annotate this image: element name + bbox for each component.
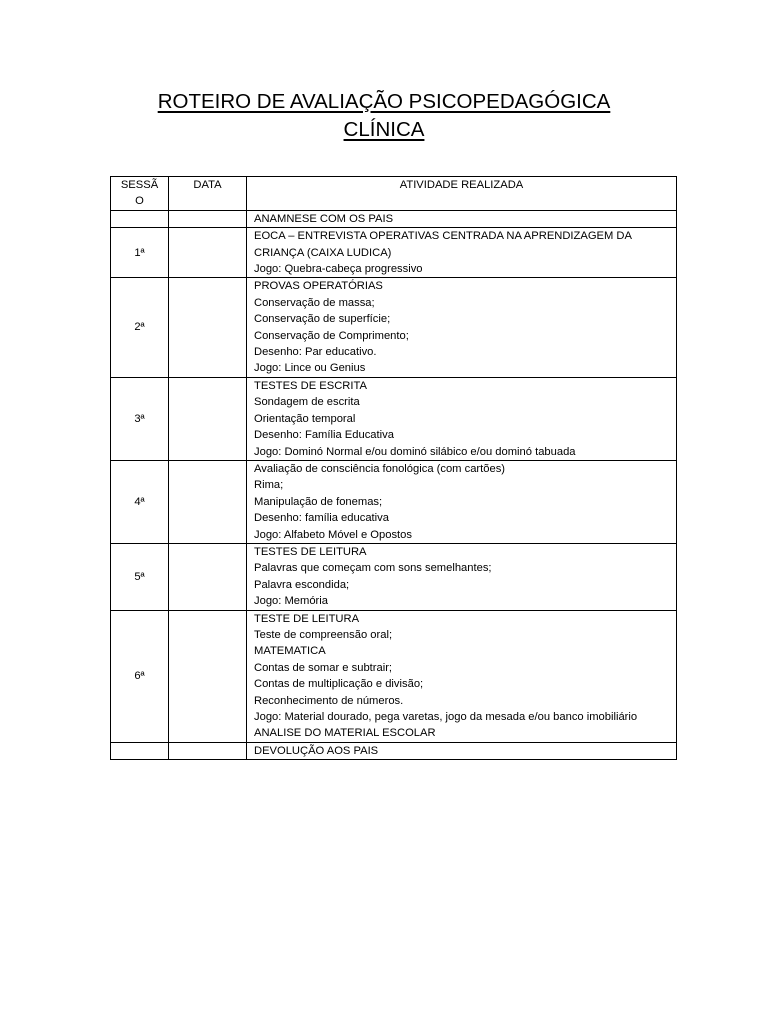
activity-line: Jogo: Quebra-cabeça progressivo <box>254 263 423 276</box>
assessment-schedule-table <box>110 176 677 760</box>
date-cell <box>169 610 247 742</box>
page-title-line-1: ROTEIRO DE AVALIAÇÃO PSICOPEDAGÓGICA <box>157 90 611 113</box>
activity-line: Jogo: Alfabeto Móvel e Opostos <box>254 528 412 541</box>
session-cell <box>111 210 169 227</box>
date-cell <box>169 278 247 377</box>
session-cell: 5ª <box>111 543 169 610</box>
activity-line: Orientação temporal <box>254 412 356 425</box>
activity-line: Palavra escondida; <box>254 578 350 591</box>
table-row <box>111 210 677 227</box>
activity-line: TESTES DE ESCRITA <box>254 379 367 392</box>
table-row <box>111 742 677 759</box>
activity-line: PROVAS OPERATÓRIAS <box>254 280 383 293</box>
session-cell: 2ª <box>111 278 169 377</box>
activity-cell <box>247 278 677 377</box>
session-cell: 3ª <box>111 377 169 460</box>
activity-line: MATEMATICA <box>254 645 326 658</box>
activity-line: TESTES DE LEITURA <box>254 545 367 558</box>
activity-line: Contas de somar e subtrair; <box>254 661 393 674</box>
table-row <box>111 377 677 460</box>
activity-line: DEVOLUÇÃO AOS PAIS <box>254 744 379 757</box>
table-row <box>111 228 677 278</box>
session-cell: 6ª <box>111 610 169 742</box>
activity-line: Conservação de massa; <box>254 296 375 309</box>
page-title-line-2: CLÍNICA <box>343 118 425 141</box>
activity-cell <box>247 460 677 543</box>
activity-cell <box>247 210 677 227</box>
table-row <box>111 278 677 377</box>
activity-line: Desenho: família educativa <box>254 512 389 525</box>
activity-line: Rima; <box>254 479 284 492</box>
activity-line: ANALISE DO MATERIAL ESCOLAR <box>254 727 436 740</box>
header-session-line-2: O <box>135 195 144 208</box>
activity-line: Avaliação de consciência fonológica (com cartões) <box>254 462 506 475</box>
date-cell <box>169 742 247 759</box>
table-body <box>111 210 677 759</box>
header-date: DATA <box>169 177 247 211</box>
activity-cell <box>247 377 677 460</box>
activity-cell <box>247 228 677 278</box>
activity-line: Desenho: Família Educativa <box>254 429 394 442</box>
header-session <box>111 177 169 211</box>
session-cell <box>111 742 169 759</box>
header-session-line-1: SESSÃ <box>120 179 159 191</box>
activity-line: Palavras que começam com sons semelhantes; <box>254 562 492 575</box>
activity-line: Sondagem de escrita <box>254 396 360 409</box>
activity-line: Jogo: Lince ou Genius <box>254 362 366 375</box>
activity-line: Teste de compreensão oral; <box>254 628 393 641</box>
table-row <box>111 460 677 543</box>
table-header-row <box>111 177 677 211</box>
session-cell: 1ª <box>111 228 169 278</box>
date-cell <box>169 377 247 460</box>
activity-line: Jogo: Dominó Normal e/ou dominó silábico e/ou dominó tabuada <box>254 445 576 458</box>
table-row <box>111 543 677 610</box>
activity-cell <box>247 742 677 759</box>
activity-line: TESTE DE LEITURA <box>254 612 360 625</box>
activity-line: Jogo: Memória <box>254 595 328 608</box>
date-cell <box>169 543 247 610</box>
activity-line: EOCA – ENTREVISTA OPERATIVAS CENTRADA NA APRENDIZAGEM DA CRIANÇA (CAIXA LUDICA) <box>254 230 632 259</box>
date-cell <box>169 228 247 278</box>
page-title <box>0 88 768 144</box>
activity-line: Contas de multiplicação e divisão; <box>254 678 424 691</box>
activity-line: ANAMNESE COM OS PAIS <box>254 212 394 225</box>
activity-line: Reconhecimento de números. <box>254 694 404 707</box>
table-row <box>111 610 677 742</box>
date-cell <box>169 460 247 543</box>
activity-line: Jogo: Material dourado, pega varetas, jogo da mesada e/ou banco imobiliário <box>254 711 638 723</box>
activity-line: Manipulação de fonemas; <box>254 495 383 508</box>
header-activity: ATIVIDADE REALIZADA <box>247 177 677 211</box>
activity-cell <box>247 543 677 610</box>
session-cell: 4ª <box>111 460 169 543</box>
activity-line: Conservação de Comprimento; <box>254 329 409 342</box>
date-cell <box>169 210 247 227</box>
activity-line: Desenho: Par educativo. <box>254 346 377 359</box>
activity-cell <box>247 610 677 742</box>
activity-line: Conservação de superfície; <box>254 313 391 326</box>
